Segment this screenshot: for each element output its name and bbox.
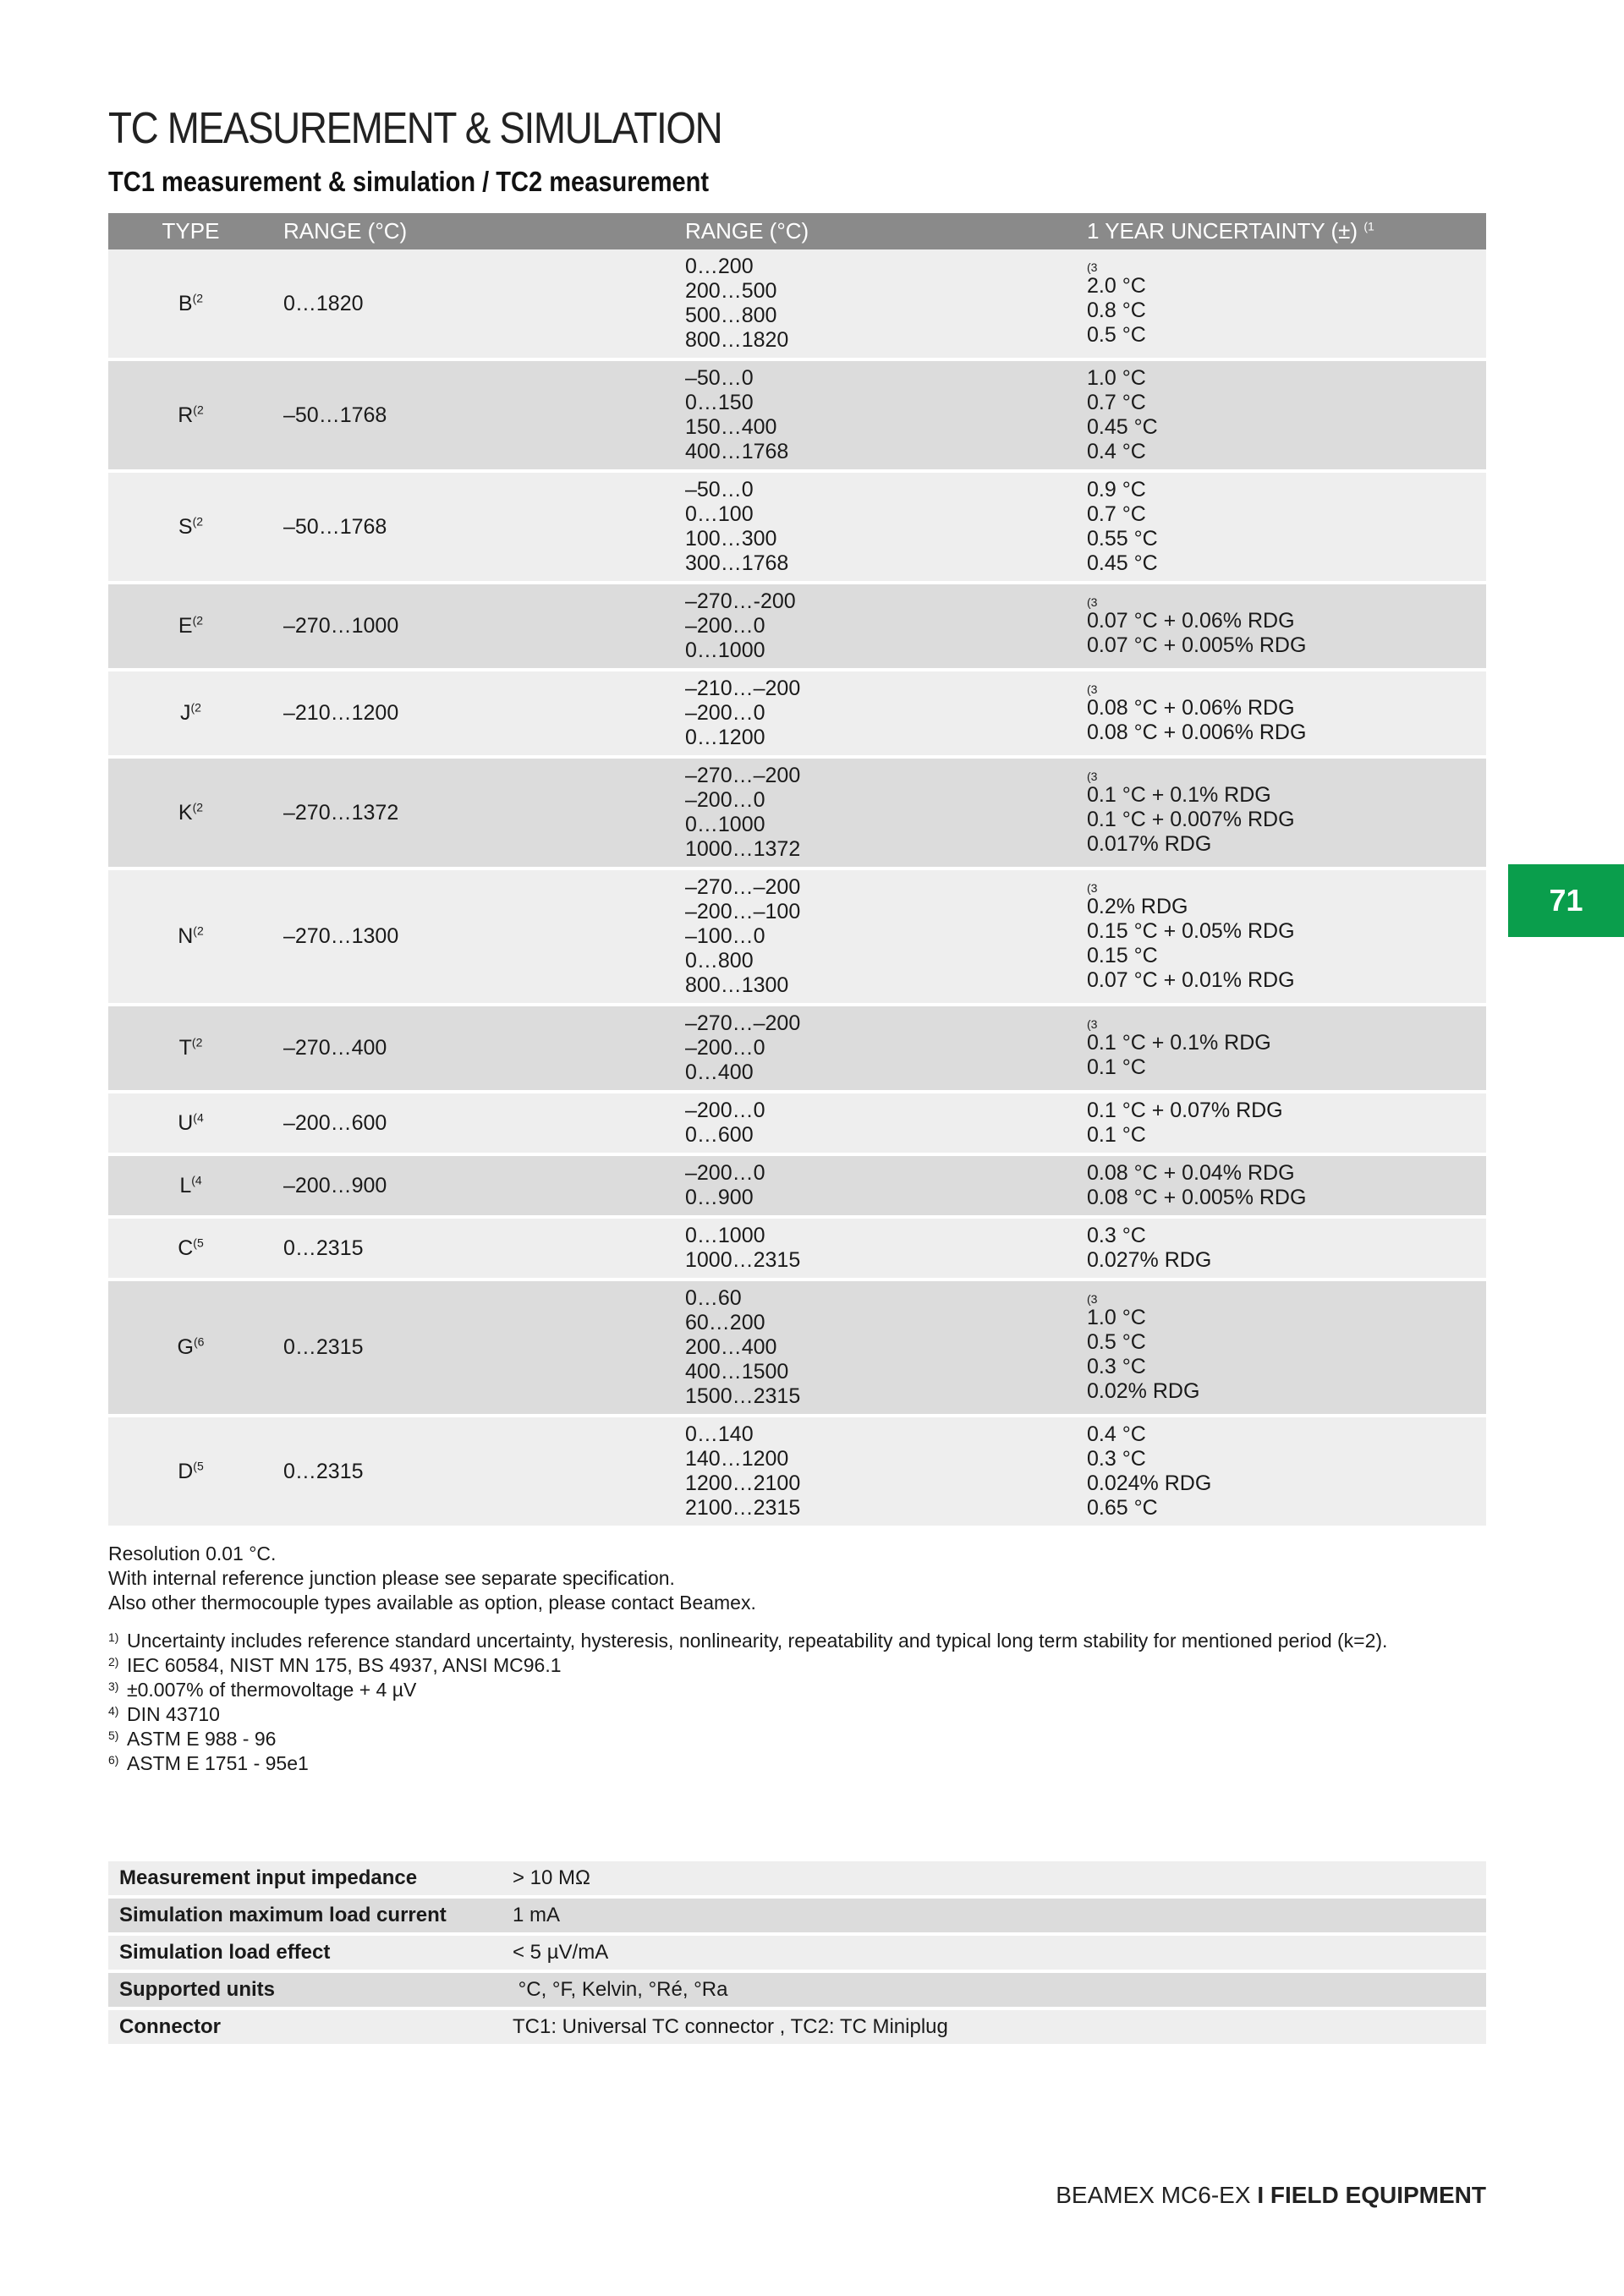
tc-type-cell	[108, 1416, 273, 1527]
tc-type-cell	[108, 249, 273, 359]
footnote-text: ASTM E 1751 - 95e1	[127, 1752, 309, 1774]
footnote-number: 5)	[108, 1729, 119, 1742]
note-other-types: Also other thermocouple types available as option, please contact Beamex.	[108, 1592, 756, 1614]
note-reference-junction: With internal reference junction please see separate specification.	[108, 1567, 675, 1589]
spec-value: TC1: Universal TC connector , TC2: TC Miniplug	[502, 2008, 1486, 2046]
tc-range: –50…1768	[283, 514, 387, 539]
tc-range: –200…900	[283, 1173, 387, 1197]
tc-subranges-cell	[675, 1416, 1077, 1527]
tc-uncertainty-cell	[1077, 1217, 1486, 1280]
tc-subrange: 0…150	[685, 391, 754, 414]
tc-type-cell	[108, 670, 273, 757]
tc-type: K	[178, 800, 193, 825]
tc-uncertainty: 0.024% RDG	[1087, 1471, 1212, 1495]
tc-range: 0…2315	[283, 1335, 364, 1359]
tc-uncertainty-cell	[1077, 869, 1486, 1005]
tc-type-footnote-ref: (2	[192, 613, 204, 627]
tc-type-cell	[108, 1217, 273, 1280]
tc-subrange: 1000…2315	[685, 1248, 801, 1272]
tc-subrange: 0…1000	[685, 1224, 765, 1247]
tc-range: –270…1300	[283, 924, 399, 948]
tc-range-cell	[273, 1092, 675, 1154]
tc-type: U	[178, 1110, 194, 1135]
tc-range: –200…600	[283, 1110, 387, 1135]
tc-type: B	[178, 291, 193, 315]
tc-uncertainty: 2.0 °C	[1087, 273, 1146, 298]
tc-subrange: –200…0	[685, 1036, 765, 1060]
tc-uncertainty: 0.4 °C	[1087, 440, 1146, 463]
tc-subrange: –200…–100	[685, 900, 801, 923]
tc-type-cell	[108, 1154, 273, 1217]
footnote	[108, 1629, 1387, 1653]
tc-subrange: 400…1500	[685, 1360, 789, 1384]
spec-label: Simulation maximum load current	[108, 1897, 502, 1934]
spec-value: > 10 MΩ	[502, 1861, 1486, 1897]
footnote-text: DIN 43710	[127, 1703, 220, 1725]
tc-uncertainty-footnote-ref: (3	[1087, 880, 1098, 895]
tc-subrange: –100…0	[685, 924, 765, 948]
tc-uncertainty: 0.65 °C	[1087, 1496, 1158, 1520]
tc-type: L	[179, 1173, 192, 1197]
page-number-tab: 71	[1508, 864, 1624, 937]
footnote-number: 3)	[108, 1680, 119, 1693]
tc-subrange: 2100…2315	[685, 1496, 801, 1520]
header-uncertainty-footnote-ref: (1	[1363, 219, 1374, 233]
tc-range-cell	[273, 471, 675, 583]
footnote-text: ASTM E 988 - 96	[127, 1728, 277, 1750]
tc-subranges-cell	[675, 757, 1077, 869]
tc-subrange: 400…1768	[685, 440, 789, 463]
tc-uncertainty: 0.1 °C + 0.007% RDG	[1087, 807, 1295, 831]
tc-uncertainty: 0.1 °C + 0.07% RDG	[1087, 1099, 1283, 1122]
tc-range-cell	[273, 670, 675, 757]
tc-subrange: –50…0	[685, 366, 754, 390]
tc-table-row	[108, 1154, 1486, 1217]
footnote	[108, 1653, 1387, 1678]
footnote-number: 1)	[108, 1630, 119, 1644]
tc-type-footnote-ref: (2	[192, 291, 204, 305]
tc-subranges-cell	[675, 583, 1077, 670]
page-footer	[1056, 2182, 1486, 2209]
tc-subrange: 0…800	[685, 949, 754, 973]
tc-uncertainty-cell	[1077, 1280, 1486, 1416]
tc-uncertainty-footnote-ref: (3	[1087, 682, 1098, 696]
specs-table-body	[108, 1861, 1486, 2046]
section-subtitle: TC1 measurement & simulation / TC2 measurement	[108, 166, 710, 197]
tc-table-row	[108, 1005, 1486, 1092]
tc-subranges-cell	[675, 471, 1077, 583]
tc-subrange: –270…–200	[685, 764, 801, 787]
tc-type: J	[180, 701, 191, 725]
tc-subrange: 500…800	[685, 304, 777, 327]
tc-range-cell	[273, 1280, 675, 1416]
tc-subranges-cell	[675, 249, 1077, 359]
footnote-text: Uncertainty includes reference standard uncertainty, hysteresis, nonlinearity, repeatability and typical long term stability for mentioned period (k=2).	[127, 1630, 1388, 1652]
tc-uncertainty-cell	[1077, 1092, 1486, 1154]
spec-row	[108, 1897, 1486, 1934]
tc-subrange: –200…0	[685, 1161, 765, 1185]
tc-table-row	[108, 869, 1486, 1005]
tc-uncertainty-cell	[1077, 1154, 1486, 1217]
tc-subrange: –210…–200	[685, 677, 801, 700]
tc-uncertainty: 0.5 °C	[1087, 322, 1146, 347]
footnote	[108, 1702, 1387, 1727]
tc-range-cell	[273, 869, 675, 1005]
tc-type-footnote-ref: (4	[191, 1173, 202, 1187]
tc-range-cell	[273, 1217, 675, 1280]
spec-row	[108, 2008, 1486, 2046]
spec-value: °C, °F, Kelvin, °Ré, °Ra	[502, 1971, 1486, 2008]
tc-uncertainty-cell	[1077, 471, 1486, 583]
header-type: TYPE	[108, 213, 273, 249]
tc-type: R	[178, 403, 194, 427]
tc-table-header-row	[108, 213, 1486, 249]
tc-type-footnote-ref: (5	[193, 1459, 204, 1473]
footnote	[108, 1751, 1387, 1776]
tc-type-footnote-ref: (2	[193, 923, 204, 938]
tc-type-cell	[108, 1280, 273, 1416]
spec-label: Measurement input impedance	[108, 1861, 502, 1897]
footnote	[108, 1678, 1387, 1702]
tc-uncertainty: 0.1 °C + 0.1% RDG	[1087, 1030, 1271, 1055]
tc-table-row	[108, 757, 1486, 869]
tc-subrange: 60…200	[685, 1311, 765, 1334]
tc-subrange: 100…300	[685, 527, 777, 551]
spec-row	[108, 1971, 1486, 2008]
tc-subrange: 0…60	[685, 1286, 742, 1310]
tc-uncertainty: 0.08 °C + 0.005% RDG	[1087, 1186, 1307, 1209]
tc-uncertainty: 0.8 °C	[1087, 298, 1146, 322]
tc-range: 0…2315	[283, 1459, 364, 1483]
tc-uncertainty: 1.0 °C	[1087, 366, 1146, 390]
tc-type-footnote-ref: (6	[194, 1334, 205, 1349]
tc-subrange: 0…140	[685, 1422, 754, 1446]
tc-subrange: 300…1768	[685, 551, 789, 575]
tc-uncertainty: 0.1 °C	[1087, 1123, 1146, 1147]
tc-uncertainty: 0.017% RDG	[1087, 831, 1212, 856]
tc-subrange: 140…1200	[685, 1447, 789, 1471]
tc-type-cell	[108, 757, 273, 869]
footnote-number: 4)	[108, 1704, 119, 1718]
notes-block	[108, 1542, 756, 1615]
tc-range-cell	[273, 249, 675, 359]
tc-uncertainty: 0.08 °C + 0.06% RDG	[1087, 695, 1295, 720]
tc-type-cell	[108, 359, 273, 471]
tc-type: N	[178, 924, 194, 948]
footnote-number: 2)	[108, 1655, 119, 1669]
tc-uncertainty-cell	[1077, 1005, 1486, 1092]
tc-uncertainty: 0.45 °C	[1087, 551, 1158, 575]
tc-type-cell	[108, 1005, 273, 1092]
tc-subranges-cell	[675, 670, 1077, 757]
footnote-text: ±0.007% of thermovoltage + 4 µV	[127, 1679, 417, 1701]
tc-subrange: 0…200	[685, 255, 754, 278]
tc-range-cell	[273, 583, 675, 670]
footnote-number: 6)	[108, 1753, 119, 1767]
tc-type-footnote-ref: (2	[192, 800, 204, 814]
tc-range-cell	[273, 757, 675, 869]
tc-table-row	[108, 359, 1486, 471]
tc-subrange: –270…–200	[685, 1011, 801, 1035]
tc-uncertainty-footnote-ref: (3	[1087, 1291, 1098, 1306]
tc-uncertainty: 0.2% RDG	[1087, 894, 1188, 918]
tc-subrange: 0…100	[685, 502, 754, 526]
header-range-main: RANGE (°C)	[273, 213, 675, 249]
tc-subrange: 800…1300	[685, 973, 789, 997]
tc-uncertainty: 0.15 °C	[1087, 943, 1158, 967]
tc-range-cell	[273, 1416, 675, 1527]
tc-type-cell	[108, 583, 273, 670]
tc-type-cell	[108, 1092, 273, 1154]
tc-range: 0…1820	[283, 291, 364, 315]
note-resolution: Resolution 0.01 °C.	[108, 1543, 277, 1564]
tc-range: –270…400	[283, 1036, 387, 1060]
tc-uncertainty: 1.0 °C	[1087, 1305, 1146, 1329]
tc-range: –210…1200	[283, 701, 399, 725]
tc-uncertainty: 0.7 °C	[1087, 502, 1146, 526]
tc-type-footnote-ref: (2	[190, 700, 201, 715]
tc-uncertainty: 0.45 °C	[1087, 415, 1158, 439]
tc-uncertainty: 0.4 °C	[1087, 1422, 1146, 1446]
specs-table	[108, 1861, 1486, 2047]
tc-uncertainty-cell	[1077, 670, 1486, 757]
footnotes-block	[108, 1629, 1387, 1776]
tc-uncertainty: 0.7 °C	[1087, 391, 1146, 414]
tc-subranges-cell	[675, 359, 1077, 471]
tc-subrange: –270…-200	[685, 589, 796, 613]
tc-subranges-cell	[675, 1005, 1077, 1092]
tc-table-row	[108, 1416, 1486, 1527]
tc-uncertainty: 0.3 °C	[1087, 1447, 1146, 1471]
tc-uncertainty: 0.3 °C	[1087, 1224, 1146, 1247]
tc-type: T	[178, 1036, 192, 1060]
spec-value: < 5 µV/mA	[502, 1934, 1486, 1971]
tc-uncertainty: 0.02% RDG	[1087, 1378, 1200, 1403]
tc-range: –50…1768	[283, 403, 387, 427]
tc-subrange: 150…400	[685, 415, 777, 439]
tc-subrange: –200…0	[685, 788, 765, 812]
header-uncertainty	[1077, 213, 1486, 249]
tc-uncertainty-footnote-ref: (3	[1087, 1016, 1098, 1031]
tc-uncertainty: 0.1 °C + 0.1% RDG	[1087, 782, 1271, 807]
header-uncertainty-label: 1 YEAR UNCERTAINTY (±)	[1087, 218, 1358, 244]
tc-type-footnote-ref: (2	[191, 1035, 203, 1049]
spec-row	[108, 1861, 1486, 1897]
tc-uncertainty: 0.027% RDG	[1087, 1248, 1212, 1272]
tc-range-cell	[273, 359, 675, 471]
tc-range-cell	[273, 1154, 675, 1217]
footnote	[108, 1727, 1387, 1751]
spec-label: Simulation load effect	[108, 1934, 502, 1971]
tc-type: D	[178, 1459, 194, 1483]
tc-uncertainty: 0.08 °C + 0.006% RDG	[1087, 720, 1307, 744]
tc-table-row	[108, 670, 1486, 757]
tc-type-footnote-ref: (5	[193, 1236, 204, 1250]
tc-type-footnote-ref: (2	[192, 514, 204, 529]
tc-subrange: –50…0	[685, 478, 754, 501]
tc-subrange: 200…500	[685, 279, 777, 303]
page-title: TC MEASUREMENT & SIMULATION	[108, 104, 722, 153]
footer-brand: BEAMEX MC6-EX	[1056, 2182, 1251, 2208]
tc-uncertainty: 0.08 °C + 0.04% RDG	[1087, 1161, 1295, 1185]
tc-table-row	[108, 249, 1486, 359]
tc-type-footnote-ref: (4	[193, 1110, 204, 1125]
tc-uncertainty-cell	[1077, 757, 1486, 869]
header-range-sub: RANGE (°C)	[675, 213, 1077, 249]
tc-type-cell	[108, 471, 273, 583]
spec-value: 1 mA	[502, 1897, 1486, 1934]
tc-subranges-cell	[675, 1092, 1077, 1154]
footer-section: FIELD EQUIPMENT	[1270, 2182, 1486, 2208]
tc-uncertainty: 0.55 °C	[1087, 527, 1158, 551]
tc-uncertainty-cell	[1077, 249, 1486, 359]
tc-subranges-cell	[675, 1217, 1077, 1280]
tc-type: C	[178, 1236, 194, 1260]
tc-subrange: 0…1000	[685, 638, 765, 662]
tc-subrange: 0…1000	[685, 813, 765, 836]
tc-subrange: 0…1200	[685, 726, 765, 749]
tc-type-footnote-ref: (2	[193, 403, 204, 417]
tc-table-body	[108, 249, 1486, 1527]
tc-type: S	[178, 514, 193, 539]
tc-type-cell	[108, 869, 273, 1005]
tc-table-row	[108, 471, 1486, 583]
tc-subrange: 0…600	[685, 1123, 754, 1147]
tc-subrange: –200…0	[685, 701, 765, 725]
tc-subranges-cell	[675, 1280, 1077, 1416]
tc-uncertainty-footnote-ref: (3	[1087, 260, 1098, 274]
tc-table-row	[108, 1217, 1486, 1280]
tc-uncertainty: 0.9 °C	[1087, 478, 1146, 501]
tc-uncertainty: 0.07 °C + 0.005% RDG	[1087, 633, 1307, 657]
tc-subranges-cell	[675, 869, 1077, 1005]
tc-uncertainty: 0.5 °C	[1087, 1329, 1146, 1354]
tc-uncertainty: 0.3 °C	[1087, 1354, 1146, 1378]
footnote-text: IEC 60584, NIST MN 175, BS 4937, ANSI MC96.1	[127, 1654, 562, 1676]
tc-range-cell	[273, 1005, 675, 1092]
tc-range: 0…2315	[283, 1236, 364, 1260]
tc-subrange: 200…400	[685, 1335, 777, 1359]
tc-subrange: –200…0	[685, 614, 765, 638]
spec-label: Connector	[108, 2008, 502, 2046]
tc-table-row	[108, 1280, 1486, 1416]
tc-subrange: 1200…2100	[685, 1471, 801, 1495]
tc-subrange: 1000…1372	[685, 837, 801, 861]
tc-subrange: 1500…2315	[685, 1384, 801, 1408]
tc-subrange: 0…400	[685, 1060, 754, 1084]
tc-uncertainty-footnote-ref: (3	[1087, 595, 1098, 609]
spec-row	[108, 1934, 1486, 1971]
tc-uncertainty-cell	[1077, 583, 1486, 670]
tc-type: G	[177, 1335, 194, 1359]
tc-spec-table	[108, 213, 1486, 1529]
tc-uncertainty: 0.1 °C	[1087, 1055, 1146, 1079]
tc-type: E	[178, 614, 193, 638]
tc-subrange: 0…900	[685, 1186, 754, 1209]
tc-subrange: 800…1820	[685, 328, 789, 352]
tc-table-row	[108, 1092, 1486, 1154]
tc-uncertainty: 0.07 °C + 0.06% RDG	[1087, 608, 1295, 633]
tc-subranges-cell	[675, 1154, 1077, 1217]
tc-range: –270…1000	[283, 614, 399, 638]
tc-uncertainty-cell	[1077, 359, 1486, 471]
tc-subrange: –200…0	[685, 1099, 765, 1122]
spec-label: Supported units	[108, 1971, 502, 2008]
tc-table-row	[108, 583, 1486, 670]
tc-uncertainty-cell	[1077, 1416, 1486, 1527]
tc-range: –270…1372	[283, 800, 399, 825]
tc-uncertainty: 0.15 °C + 0.05% RDG	[1087, 918, 1295, 943]
tc-subrange: –270…–200	[685, 875, 801, 899]
tc-uncertainty: 0.07 °C + 0.01% RDG	[1087, 967, 1295, 992]
footer-separator: I	[1257, 2182, 1265, 2208]
tc-uncertainty-footnote-ref: (3	[1087, 769, 1098, 783]
